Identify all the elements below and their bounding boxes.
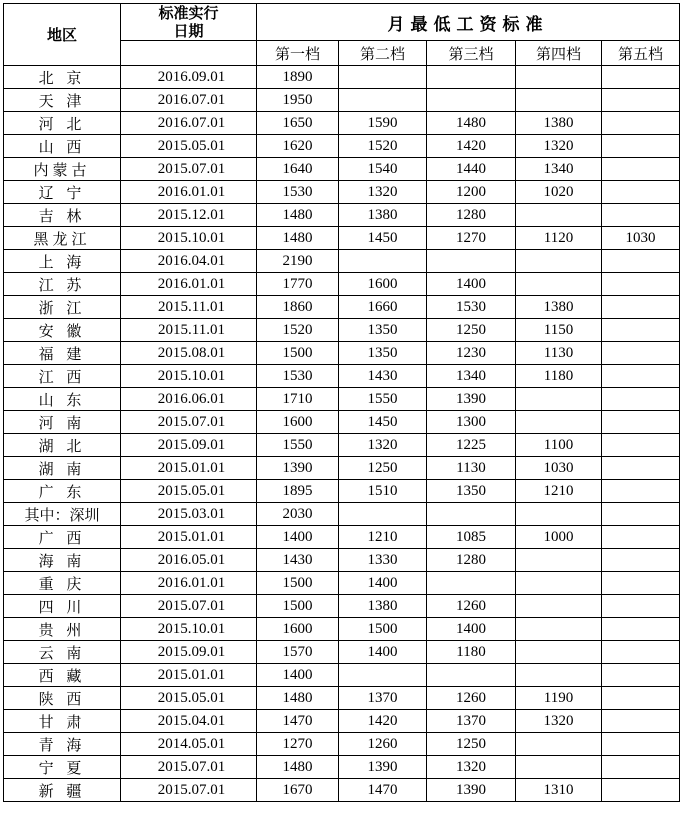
cell-region: 贵 州 xyxy=(4,618,121,641)
cell-region: 河 北 xyxy=(4,112,121,135)
cell-effective-date: 2015.09.01 xyxy=(121,434,257,457)
cell-region: 辽 宁 xyxy=(4,181,121,204)
cell-tier-5 xyxy=(602,526,680,549)
cell-tier-2: 1380 xyxy=(339,204,427,227)
cell-region: 内蒙古 xyxy=(4,158,121,181)
cell-tier-2: 1400 xyxy=(339,641,427,664)
cell-tier-3: 1480 xyxy=(427,112,516,135)
cell-tier-5 xyxy=(602,434,680,457)
cell-tier-1: 1390 xyxy=(257,457,339,480)
cell-effective-date: 2016.01.01 xyxy=(121,273,257,296)
table-row xyxy=(4,756,680,779)
cell-tier-4: 1340 xyxy=(516,158,602,181)
cell-tier-1: 1600 xyxy=(257,411,339,434)
cell-tier-4: 1310 xyxy=(516,779,602,802)
cell-tier-2: 1370 xyxy=(339,687,427,710)
cell-tier-3: 1260 xyxy=(427,687,516,710)
cell-tier-3: 1200 xyxy=(427,181,516,204)
cell-tier-4 xyxy=(516,250,602,273)
cell-effective-date: 2015.11.01 xyxy=(121,319,257,342)
cell-tier-2: 1510 xyxy=(339,480,427,503)
cell-tier-2: 1260 xyxy=(339,733,427,756)
cell-tier-4: 1320 xyxy=(516,135,602,158)
cell-tier-1: 1400 xyxy=(257,526,339,549)
cell-tier-3: 1280 xyxy=(427,204,516,227)
cell-tier-1: 1400 xyxy=(257,664,339,687)
cell-tier-4: 1210 xyxy=(516,480,602,503)
cell-tier-5 xyxy=(602,572,680,595)
cell-tier-1: 1600 xyxy=(257,618,339,641)
cell-region: 其中：深圳 xyxy=(4,503,121,526)
cell-effective-date: 2015.07.01 xyxy=(121,158,257,181)
cell-tier-4: 1020 xyxy=(516,181,602,204)
cell-tier-4: 1380 xyxy=(516,296,602,319)
cell-tier-2: 1330 xyxy=(339,549,427,572)
cell-tier-3: 1370 xyxy=(427,710,516,733)
table-row xyxy=(4,158,680,181)
table-row xyxy=(4,365,680,388)
cell-region: 青 海 xyxy=(4,733,121,756)
cell-tier-3: 1390 xyxy=(427,779,516,802)
header-tier-3: 第三档 xyxy=(427,41,516,66)
cell-effective-date: 2016.01.01 xyxy=(121,572,257,595)
cell-tier-2: 1400 xyxy=(339,572,427,595)
cell-tier-3: 1280 xyxy=(427,549,516,572)
cell-tier-1: 1270 xyxy=(257,733,339,756)
cell-tier-5 xyxy=(602,135,680,158)
cell-tier-5 xyxy=(602,503,680,526)
cell-tier-4 xyxy=(516,411,602,434)
cell-tier-3: 1250 xyxy=(427,733,516,756)
cell-tier-2: 1550 xyxy=(339,388,427,411)
cell-tier-3: 1440 xyxy=(427,158,516,181)
cell-tier-4: 1320 xyxy=(516,710,602,733)
cell-tier-2: 1470 xyxy=(339,779,427,802)
cell-tier-1: 1500 xyxy=(257,595,339,618)
header-date-line1: 标准实行 xyxy=(158,4,219,22)
cell-tier-1: 1890 xyxy=(257,66,339,89)
cell-tier-5 xyxy=(602,618,680,641)
table-row xyxy=(4,411,680,434)
cell-tier-2: 1350 xyxy=(339,342,427,365)
table-row xyxy=(4,526,680,549)
cell-tier-3: 1270 xyxy=(427,227,516,250)
cell-tier-4: 1000 xyxy=(516,526,602,549)
cell-tier-4 xyxy=(516,641,602,664)
cell-tier-5 xyxy=(602,273,680,296)
cell-effective-date: 2016.04.01 xyxy=(121,250,257,273)
cell-effective-date: 2015.12.01 xyxy=(121,204,257,227)
cell-tier-5 xyxy=(602,250,680,273)
table-row xyxy=(4,457,680,480)
cell-tier-4: 1130 xyxy=(516,342,602,365)
cell-tier-5 xyxy=(602,296,680,319)
cell-region: 四 川 xyxy=(4,595,121,618)
table-row xyxy=(4,618,680,641)
cell-tier-1: 1480 xyxy=(257,756,339,779)
header-title: 月最低工资标准 xyxy=(257,4,680,41)
cell-tier-5 xyxy=(602,480,680,503)
cell-tier-2 xyxy=(339,66,427,89)
table-row xyxy=(4,181,680,204)
cell-effective-date: 2015.03.01 xyxy=(121,503,257,526)
header-tier-4: 第四档 xyxy=(516,41,602,66)
cell-tier-3: 1230 xyxy=(427,342,516,365)
cell-region: 广 东 xyxy=(4,480,121,503)
cell-tier-3 xyxy=(427,503,516,526)
cell-effective-date: 2015.04.01 xyxy=(121,710,257,733)
cell-region: 天 津 xyxy=(4,89,121,112)
cell-tier-1: 1530 xyxy=(257,365,339,388)
cell-tier-3: 1225 xyxy=(427,434,516,457)
cell-tier-3: 1180 xyxy=(427,641,516,664)
cell-effective-date: 2016.07.01 xyxy=(121,112,257,135)
table-row xyxy=(4,664,680,687)
header-region: 地区 xyxy=(4,4,121,66)
cell-tier-2: 1520 xyxy=(339,135,427,158)
cell-effective-date: 2015.09.01 xyxy=(121,641,257,664)
cell-tier-2: 1600 xyxy=(339,273,427,296)
cell-effective-date: 2015.01.01 xyxy=(121,457,257,480)
cell-tier-5 xyxy=(602,204,680,227)
cell-tier-1: 2190 xyxy=(257,250,339,273)
cell-effective-date: 2015.10.01 xyxy=(121,227,257,250)
table-row xyxy=(4,687,680,710)
cell-tier-5 xyxy=(602,549,680,572)
table-row xyxy=(4,434,680,457)
cell-tier-4 xyxy=(516,595,602,618)
cell-region: 浙 江 xyxy=(4,296,121,319)
cell-tier-4: 1100 xyxy=(516,434,602,457)
cell-tier-5 xyxy=(602,411,680,434)
cell-tier-1: 1430 xyxy=(257,549,339,572)
cell-effective-date: 2016.06.01 xyxy=(121,388,257,411)
table-row xyxy=(4,135,680,158)
cell-effective-date: 2015.01.01 xyxy=(121,526,257,549)
cell-tier-2: 1590 xyxy=(339,112,427,135)
cell-tier-3: 1530 xyxy=(427,296,516,319)
cell-region: 广 西 xyxy=(4,526,121,549)
cell-tier-4 xyxy=(516,549,602,572)
cell-tier-3: 1350 xyxy=(427,480,516,503)
cell-region: 山 东 xyxy=(4,388,121,411)
cell-tier-4 xyxy=(516,273,602,296)
cell-tier-1: 1620 xyxy=(257,135,339,158)
table-row xyxy=(4,89,680,112)
cell-tier-3: 1400 xyxy=(427,618,516,641)
cell-region: 甘 肃 xyxy=(4,710,121,733)
cell-tier-4 xyxy=(516,618,602,641)
table-row xyxy=(4,503,680,526)
cell-tier-1: 1770 xyxy=(257,273,339,296)
cell-tier-2: 1380 xyxy=(339,595,427,618)
cell-tier-1: 1500 xyxy=(257,342,339,365)
cell-tier-3 xyxy=(427,664,516,687)
header-tier-5: 第五档 xyxy=(602,41,680,66)
cell-tier-5 xyxy=(602,457,680,480)
cell-effective-date: 2015.05.01 xyxy=(121,687,257,710)
cell-tier-3: 1250 xyxy=(427,319,516,342)
cell-effective-date: 2016.05.01 xyxy=(121,549,257,572)
header-tier-2: 第二档 xyxy=(339,41,427,66)
table-body xyxy=(4,66,680,802)
cell-tier-3 xyxy=(427,89,516,112)
cell-effective-date: 2015.07.01 xyxy=(121,595,257,618)
cell-effective-date: 2015.01.01 xyxy=(121,664,257,687)
cell-region: 福 建 xyxy=(4,342,121,365)
cell-effective-date: 2014.05.01 xyxy=(121,733,257,756)
table-row xyxy=(4,250,680,273)
cell-tier-2: 1210 xyxy=(339,526,427,549)
cell-tier-4: 1190 xyxy=(516,687,602,710)
cell-region: 海 南 xyxy=(4,549,121,572)
cell-tier-1: 2030 xyxy=(257,503,339,526)
cell-tier-5 xyxy=(602,687,680,710)
cell-tier-1: 1480 xyxy=(257,687,339,710)
table-row xyxy=(4,296,680,319)
cell-effective-date: 2016.07.01 xyxy=(121,89,257,112)
cell-tier-2: 1500 xyxy=(339,618,427,641)
cell-tier-2 xyxy=(339,503,427,526)
cell-region: 重 庆 xyxy=(4,572,121,595)
header-tier-1: 第一档 xyxy=(257,41,339,66)
cell-tier-2: 1320 xyxy=(339,181,427,204)
cell-tier-2: 1250 xyxy=(339,457,427,480)
table-row xyxy=(4,204,680,227)
cell-region: 上 海 xyxy=(4,250,121,273)
cell-region: 陕 西 xyxy=(4,687,121,710)
cell-tier-4 xyxy=(516,388,602,411)
table-row xyxy=(4,641,680,664)
cell-tier-4 xyxy=(516,204,602,227)
cell-tier-4 xyxy=(516,503,602,526)
cell-tier-5 xyxy=(602,158,680,181)
table-row xyxy=(4,227,680,250)
cell-tier-4 xyxy=(516,664,602,687)
cell-tier-1: 1470 xyxy=(257,710,339,733)
cell-effective-date: 2015.10.01 xyxy=(121,618,257,641)
cell-region: 湖 南 xyxy=(4,457,121,480)
cell-tier-5 xyxy=(602,641,680,664)
table-row xyxy=(4,319,680,342)
cell-tier-1: 1640 xyxy=(257,158,339,181)
cell-effective-date: 2015.05.01 xyxy=(121,135,257,158)
table-row xyxy=(4,342,680,365)
cell-region: 安 徽 xyxy=(4,319,121,342)
cell-region: 新 疆 xyxy=(4,779,121,802)
cell-tier-1: 1480 xyxy=(257,204,339,227)
cell-tier-2: 1350 xyxy=(339,319,427,342)
table-row xyxy=(4,779,680,802)
header-date-blank xyxy=(121,41,257,66)
table-row xyxy=(4,273,680,296)
cell-region: 西 藏 xyxy=(4,664,121,687)
table-row xyxy=(4,595,680,618)
cell-tier-5 xyxy=(602,779,680,802)
cell-tier-5 xyxy=(602,66,680,89)
cell-tier-2: 1430 xyxy=(339,365,427,388)
cell-tier-5 xyxy=(602,89,680,112)
header-date-line2: 日期 xyxy=(173,22,204,40)
cell-region: 黑龙江 xyxy=(4,227,121,250)
cell-tier-1: 1480 xyxy=(257,227,339,250)
cell-tier-1: 1500 xyxy=(257,572,339,595)
cell-tier-3 xyxy=(427,66,516,89)
cell-tier-3: 1340 xyxy=(427,365,516,388)
cell-tier-5 xyxy=(602,756,680,779)
cell-tier-4: 1030 xyxy=(516,457,602,480)
cell-tier-5 xyxy=(602,710,680,733)
cell-effective-date: 2016.09.01 xyxy=(121,66,257,89)
cell-effective-date: 2015.08.01 xyxy=(121,342,257,365)
cell-tier-3 xyxy=(427,250,516,273)
cell-tier-4 xyxy=(516,572,602,595)
cell-region: 江 西 xyxy=(4,365,121,388)
header-effective-date xyxy=(121,4,257,41)
cell-effective-date: 2015.07.01 xyxy=(121,756,257,779)
cell-tier-4: 1120 xyxy=(516,227,602,250)
cell-effective-date: 2015.10.01 xyxy=(121,365,257,388)
cell-tier-5 xyxy=(602,595,680,618)
table-row xyxy=(4,112,680,135)
header-row-main xyxy=(4,4,680,41)
cell-region: 云 南 xyxy=(4,641,121,664)
table-row xyxy=(4,66,680,89)
cell-effective-date: 2015.05.01 xyxy=(121,480,257,503)
cell-tier-2 xyxy=(339,664,427,687)
cell-tier-1: 1530 xyxy=(257,181,339,204)
cell-tier-4 xyxy=(516,89,602,112)
cell-tier-1: 1570 xyxy=(257,641,339,664)
cell-tier-5 xyxy=(602,388,680,411)
cell-tier-3: 1300 xyxy=(427,411,516,434)
cell-tier-4 xyxy=(516,66,602,89)
table-row xyxy=(4,549,680,572)
cell-region: 宁 夏 xyxy=(4,756,121,779)
cell-tier-1: 1950 xyxy=(257,89,339,112)
cell-tier-1: 1550 xyxy=(257,434,339,457)
cell-tier-1: 1860 xyxy=(257,296,339,319)
cell-tier-5 xyxy=(602,181,680,204)
cell-tier-4 xyxy=(516,733,602,756)
cell-tier-4: 1180 xyxy=(516,365,602,388)
cell-tier-5 xyxy=(602,112,680,135)
wage-table-page xyxy=(3,3,679,802)
cell-region: 北 京 xyxy=(4,66,121,89)
cell-tier-4: 1380 xyxy=(516,112,602,135)
cell-region: 河 南 xyxy=(4,411,121,434)
cell-effective-date: 2015.11.01 xyxy=(121,296,257,319)
cell-tier-3: 1320 xyxy=(427,756,516,779)
cell-tier-3: 1130 xyxy=(427,457,516,480)
cell-tier-3: 1400 xyxy=(427,273,516,296)
cell-tier-2: 1660 xyxy=(339,296,427,319)
cell-tier-3: 1420 xyxy=(427,135,516,158)
cell-tier-1: 1710 xyxy=(257,388,339,411)
cell-tier-5 xyxy=(602,319,680,342)
cell-tier-3: 1085 xyxy=(427,526,516,549)
cell-tier-1: 1895 xyxy=(257,480,339,503)
cell-tier-2: 1540 xyxy=(339,158,427,181)
cell-tier-4 xyxy=(516,756,602,779)
cell-tier-1: 1650 xyxy=(257,112,339,135)
minimum-wage-table xyxy=(3,3,680,802)
cell-tier-5 xyxy=(602,342,680,365)
table-row xyxy=(4,480,680,503)
table-row xyxy=(4,388,680,411)
cell-tier-3: 1390 xyxy=(427,388,516,411)
cell-region: 江 苏 xyxy=(4,273,121,296)
cell-region: 吉 林 xyxy=(4,204,121,227)
cell-tier-2: 1450 xyxy=(339,227,427,250)
cell-tier-1: 1520 xyxy=(257,319,339,342)
cell-tier-5 xyxy=(602,664,680,687)
cell-tier-5: 1030 xyxy=(602,227,680,250)
cell-tier-2: 1450 xyxy=(339,411,427,434)
cell-effective-date: 2015.07.01 xyxy=(121,779,257,802)
cell-tier-5 xyxy=(602,733,680,756)
cell-tier-2: 1320 xyxy=(339,434,427,457)
cell-tier-5 xyxy=(602,365,680,388)
cell-tier-2 xyxy=(339,250,427,273)
cell-region: 山 西 xyxy=(4,135,121,158)
cell-tier-4: 1150 xyxy=(516,319,602,342)
table-row xyxy=(4,733,680,756)
cell-tier-3 xyxy=(427,572,516,595)
cell-tier-2: 1420 xyxy=(339,710,427,733)
table-row xyxy=(4,710,680,733)
cell-effective-date: 2015.07.01 xyxy=(121,411,257,434)
cell-region: 湖 北 xyxy=(4,434,121,457)
cell-tier-1: 1670 xyxy=(257,779,339,802)
cell-effective-date: 2016.01.01 xyxy=(121,181,257,204)
cell-tier-2: 1390 xyxy=(339,756,427,779)
cell-tier-2 xyxy=(339,89,427,112)
table-row xyxy=(4,572,680,595)
cell-tier-3: 1260 xyxy=(427,595,516,618)
